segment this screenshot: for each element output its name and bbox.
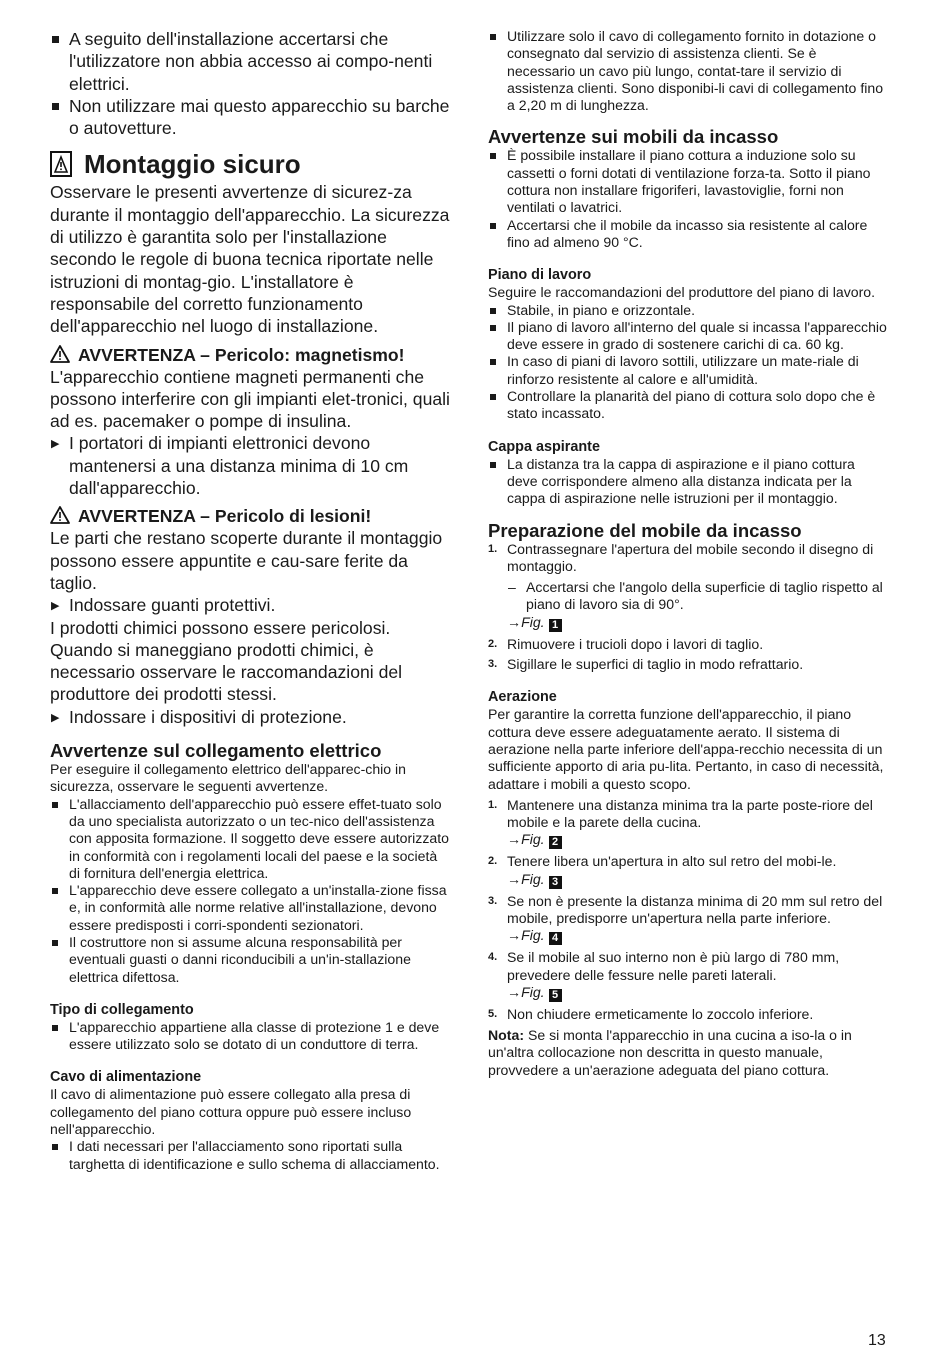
step-number: 1. — [488, 542, 498, 555]
numbered-step — [488, 636, 888, 653]
figure-reference — [507, 927, 888, 945]
section-title-elettrico: Avvertenze sul collegamento elettrico — [50, 740, 382, 762]
step-text: Se il mobile al suo interno non è più largo di 780 mm, prevedere delle fessure nelle pareti laterali. — [507, 949, 840, 983]
warning-title-text: AVVERTENZA – Pericolo di lesioni! — [78, 506, 372, 527]
arrow-icon: → — [507, 831, 522, 848]
fig-label: Fig. — [521, 870, 545, 887]
sub-step-text: Accertarsi che l'angolo della superficie di taglio rispetto al piano di lavoro sia di 90°. — [526, 579, 883, 613]
warning-step — [50, 594, 452, 616]
section-title-preparazione: Preparazione del mobile da incasso — [488, 519, 802, 541]
fig-label: Fig. — [521, 927, 545, 944]
arrow-icon: → — [507, 613, 522, 630]
step-text: Non chiudere ermeticamente lo zoccolo inferiore. — [507, 1005, 814, 1022]
list-item: Il piano di lavoro all'interno del quale si incassa l'apparecchio deve essere in grado di sostenere carichi di ca. 60 kg. — [488, 319, 888, 354]
figure-number-badge: 1 — [549, 619, 562, 632]
step-text: Tenere libera un'apertura in alto sul retro del mobi-le. — [507, 853, 837, 870]
list-item: Utilizzare solo il cavo di collegamento fornito in dotazione o consegnato dal servizio di assistenza clienti. Se è necessario un cavo più lungo, contat-tare il servizio di assistenza clienti. Sono disponibi-li cavi di collegamento fino a 2,20 m di lunghezza. — [488, 28, 888, 114]
step-number: 2. — [488, 637, 498, 650]
figure-number-badge: 5 — [549, 989, 562, 1002]
warning-injury-title — [50, 505, 452, 527]
nota-text: Se si monta l'apparecchio in una cucina a iso-la o in un'altra collocazione non descritta in questo manuale, provvedere a un'aerazione adeguata del piano cottura. — [488, 1027, 852, 1078]
step-number: 4. — [488, 951, 498, 964]
list-item: È possibile installare il piano cottura a induzione solo su cassetti o forni dotati di ventilazione forza-ta. Sotto il piano cottura non installare frigoriferi, lavastoviglie, forni non ventilati o lavatrici. — [488, 147, 888, 216]
figure-reference — [507, 831, 888, 849]
list-item: L'apparecchio appartiene alla classe di protezione 1 e deve essere utilizzato solo se dotato di un conduttore di terra. — [50, 1019, 452, 1054]
section-title-cavo: Cavo di alimentazione — [50, 1069, 202, 1086]
figure-number-badge: 4 — [549, 932, 562, 945]
arrow-icon: → — [507, 870, 522, 887]
elettrico-bullet-list — [50, 796, 452, 986]
section-title-cappa: Cappa aspirante — [488, 438, 600, 455]
piano-text: Seguire le raccomandazioni del produttore del piano di lavoro. — [488, 284, 876, 301]
numbered-step — [488, 797, 888, 850]
step-text: Indossare guanti protettivi. — [69, 595, 276, 616]
section-title-piano: Piano di lavoro — [488, 267, 592, 284]
list-item: I dati necessari per l'allacciamento sono riportati sulla targhetta di identificazione e sullo schema di allacciamento. — [50, 1138, 452, 1173]
warning-injury-text: Le parti che restano scoperte durante il montaggio possono essere appuntite e cau-sare ferite da taglio. — [50, 528, 443, 593]
cavo-continued-list — [488, 28, 888, 114]
list-item: Il costruttore non si assume alcuna responsabilità per eventuali guasti o danni riconducibili a un'in-stallazione elettrica difettosa. — [50, 934, 452, 986]
step-text: Contrassegnare l'apertura del mobile secondo il disegno di montaggio. — [507, 540, 874, 574]
cavo-bullet-list — [50, 1138, 452, 1173]
aerazione-text: Per garantire la corretta funzione dell'apparecchio, il piano cottura deve essere adeguatamente aerato. Il sistema di aerazione nella parte inferiore dell'appa-recchio necessita di un sufficiente apporto di aria pu-lita. Pertanto, in caso di necessità, adattare i mobili a questo scopo. — [488, 706, 884, 792]
step-text: Indossare i dispositivi di protezione. — [69, 706, 347, 727]
numbered-step — [488, 1006, 888, 1023]
step-text: Rimuovere i trucioli dopo i lavori di taglio. — [507, 635, 764, 652]
piano-bullet-list — [488, 302, 888, 423]
numbered-step — [488, 949, 888, 1002]
list-item: Non utilizzare mai questo apparecchio su barche o autovetture. — [50, 95, 452, 140]
numbered-step — [488, 893, 888, 946]
numbered-step — [488, 656, 888, 673]
figure-number-badge: 2 — [549, 836, 562, 849]
warning-title-text: AVVERTENZA – Pericolo: magnetismo! — [78, 344, 405, 365]
list-item: In caso di piani di lavoro sottili, utilizzare un mate-riale di rinforzo resistente al calore e all'umidità. — [488, 353, 888, 388]
warning-step — [50, 432, 452, 499]
step-number: 3. — [488, 894, 498, 907]
step-number: 1. — [488, 798, 498, 811]
step-arrow-icon: ▶ — [51, 711, 60, 724]
arrow-icon: → — [507, 927, 522, 944]
warning-triangle-icon — [50, 506, 70, 524]
sub-step — [488, 579, 888, 614]
list-item: L'apparecchio deve essere collegato a un'installa-zione fissa e, in conformità alle norme relative all'installazione, devono essere predisposti i corri-spondenti sezionatori. — [50, 882, 452, 934]
nota-label: Nota: — [488, 1027, 525, 1044]
numbered-step — [488, 541, 888, 632]
page-number: 13 — [868, 1332, 886, 1349]
list-item: Controllare la planarità del piano di cottura solo dopo che è stato incassato. — [488, 388, 888, 423]
list-item: Accertarsi che il mobile da incasso sia resistente al calore fino ad almeno 90 °C. — [488, 217, 888, 252]
figure-reference — [507, 871, 888, 889]
cappa-bullet-list — [488, 456, 888, 508]
installation-warning-icon — [50, 151, 72, 177]
intro-bullet-list — [50, 28, 452, 139]
list-item: A seguito dell'installazione accertarsi che l'utilizzatore non abbia accesso ai compo-nenti elettrici. — [50, 28, 452, 95]
elettrico-text: Per eseguire il collegamento elettrico dell'apparec-chio in sicurezza, osservare le seguenti avvertenze. — [50, 761, 407, 795]
step-text: Se non è presente la distanza minima di 20 mm sul retro del mobile, predisporre un'apertura nella parte inferiore. — [507, 892, 883, 926]
preparazione-steps — [488, 541, 888, 674]
fig-label: Fig. — [521, 831, 545, 848]
dash-marker: – — [508, 579, 516, 596]
figure-reference — [507, 614, 888, 632]
section-title-tipo: Tipo di collegamento — [50, 1001, 194, 1018]
mobili-bullet-list — [488, 147, 888, 251]
list-item: Stabile, in piano e orizzontale. — [488, 302, 888, 319]
tipo-bullet-list — [50, 1019, 452, 1054]
step-text: Mantenere una distanza minima tra la parte poste-riore del mobile e la parete della cucina. — [507, 796, 873, 831]
numbered-step — [488, 853, 888, 888]
figure-number-badge: 3 — [549, 876, 562, 889]
figure-reference — [507, 984, 888, 1002]
step-text: Sigillare le superfici di taglio in modo refrattario. — [507, 656, 804, 673]
warning-triangle-icon — [50, 345, 70, 363]
step-text: I portatori di impianti elettronici devono mantenersi a una distanza minima di 10 cm dall'apparecchio. — [69, 433, 409, 499]
aerazione-steps — [488, 797, 888, 1023]
left-column — [50, 28, 452, 1173]
montaggio-paragraph: Osservare le presenti avvertenze di sicurez-za durante il montaggio dell'apparecchio. La sicurezza di utilizzo è garantita solo per l'installazione secondo le regole di buona tecnica riportate nelle istruzioni di montag-gio. L'installatore è responsabile del corretto funzionamento dell'apparecchio nel luogo di installazione. — [50, 182, 450, 337]
nota-paragraph — [488, 1027, 888, 1079]
step-number: 5. — [488, 1007, 498, 1020]
fig-label: Fig. — [521, 613, 545, 630]
warning-magnetism-text: L'apparecchio contiene magneti permanenti che possono interferire con gli impianti elet-tronici, quali ad es. pacemaker o pompe di insulina. — [50, 366, 450, 432]
step-arrow-icon: ▶ — [51, 600, 60, 613]
section-title-mobili: Avvertenze sui mobili da incasso — [488, 126, 779, 148]
list-item: L'allacciamento dell'apparecchio può essere effet-tuato solo da uno specialista autorizzato o un tec-nico dell'assistenza con apposita formazione. Il soggetto deve essere autorizzato in conformità con i regolamenti locali del paese e la società di fornitura dell'energia elettrica. — [50, 796, 452, 882]
section-title-text: Montaggio sicuro — [84, 149, 301, 180]
step-number: 3. — [488, 658, 498, 671]
cavo-text: Il cavo di alimentazione può essere collegato alla presa di collegamento del piano cottura oppure può essere incluso nell'apparecchio. — [50, 1086, 412, 1138]
step-arrow-icon: ▶ — [51, 438, 60, 451]
step-number: 2. — [488, 855, 498, 868]
list-item: La distanza tra la cappa di aspirazione e il piano cottura deve corrispondere almeno alla distanza indicata per la cappa di aspirazione nelle istruzioni per il montaggio. — [488, 456, 888, 508]
section-title-montaggio — [50, 149, 452, 179]
arrow-icon: → — [507, 983, 522, 1000]
chemicals-text: I prodotti chimici possono essere pericolosi. Quando si maneggiano prodotti chimici, è necessario osservare le raccomandazioni del produttore dei prodotti stessi. — [50, 617, 403, 705]
section-title-aerazione: Aerazione — [488, 689, 557, 706]
warning-step — [50, 706, 452, 728]
fig-label: Fig. — [521, 983, 545, 1000]
warning-magnetism-title — [50, 344, 452, 366]
right-column — [488, 28, 888, 1079]
